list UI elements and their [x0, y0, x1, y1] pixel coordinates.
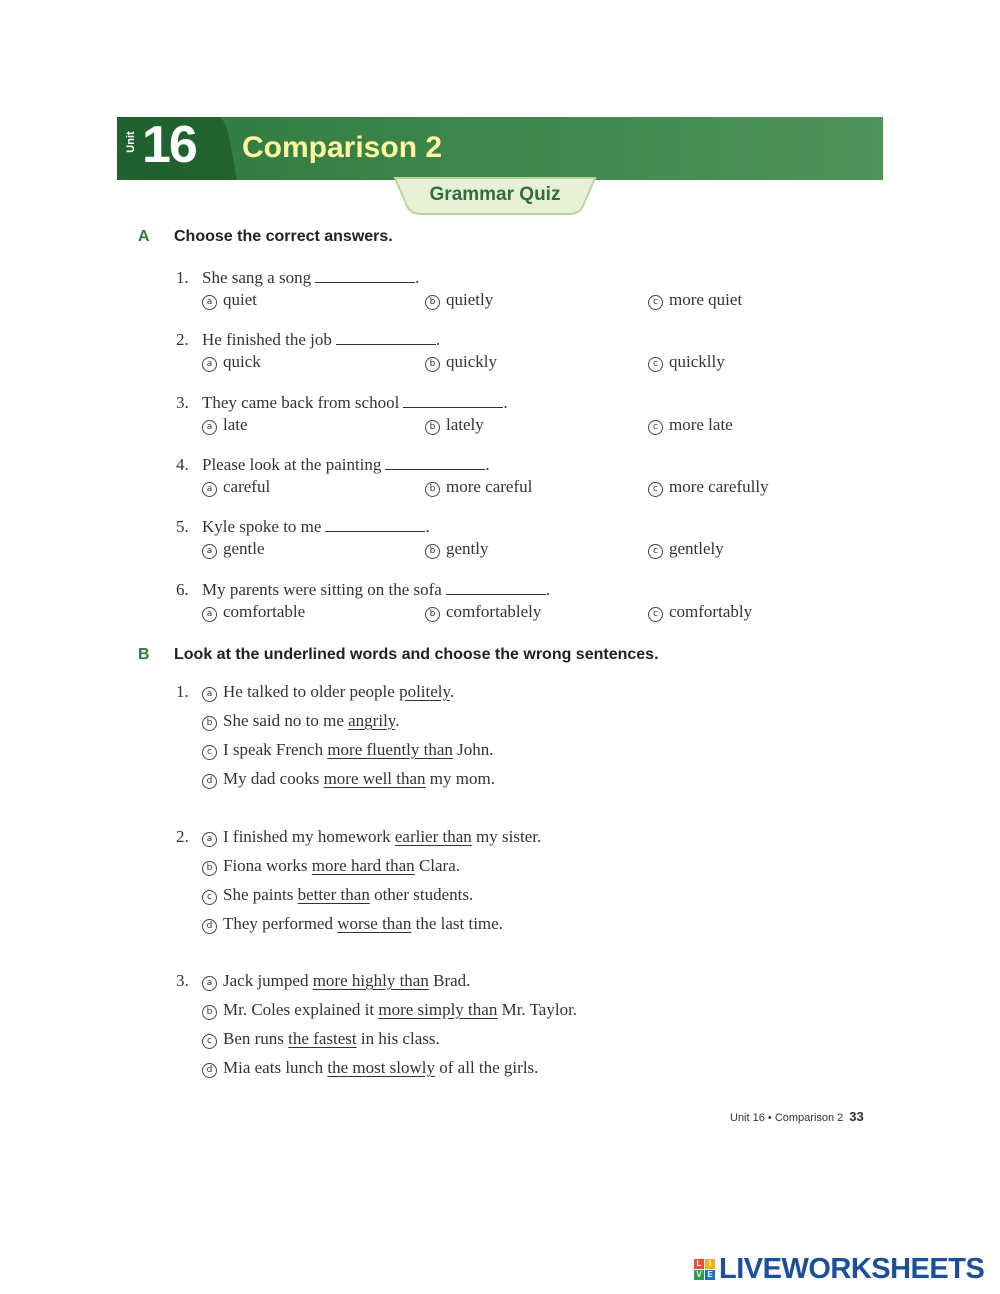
sentence-text: .	[449, 682, 455, 701]
liveworksheets-logo	[694, 1252, 984, 1286]
option-marker-icon: c	[202, 890, 217, 905]
option-text: careful	[223, 477, 271, 496]
option-marker-icon: b	[202, 861, 217, 876]
option-marker-icon: a	[202, 357, 217, 372]
answer-option[interactable]	[425, 602, 541, 622]
question-stem	[176, 514, 430, 537]
answer-blank[interactable]	[336, 327, 436, 345]
sentence-text: Fiona works	[223, 856, 312, 875]
option-marker-icon: a	[202, 687, 217, 702]
question-number: 2.	[176, 330, 189, 349]
question-stem	[176, 577, 550, 600]
question-text: Please look at the painting	[202, 455, 382, 474]
sentence-text: in his class.	[356, 1029, 440, 1048]
sentence-text: other students.	[369, 885, 474, 904]
answer-option[interactable]	[202, 415, 248, 435]
section-instruction: Choose the correct answers.	[174, 228, 393, 245]
logo-tile: E	[705, 1270, 715, 1280]
option-marker-icon: b	[202, 1005, 217, 1020]
question-number: 3.	[176, 971, 189, 990]
option-text: late	[223, 415, 248, 434]
option-text: gently	[446, 539, 489, 558]
option-text: gentle	[223, 539, 265, 558]
underlined-words: more highly than	[312, 971, 429, 990]
section-a-heading	[138, 228, 393, 246]
option-marker-icon: c	[202, 745, 217, 760]
underlined-words: politely	[399, 682, 450, 701]
question-number: 4.	[176, 455, 189, 474]
option-marker-icon: d	[202, 919, 217, 934]
question-text: They came back from school	[202, 393, 400, 412]
answer-option[interactable]	[425, 539, 489, 559]
answer-blank[interactable]	[403, 390, 503, 408]
option-marker-icon: d	[202, 774, 217, 789]
answer-option[interactable]	[648, 602, 752, 622]
sentence-option[interactable]	[202, 856, 460, 876]
sentence-text: Mia eats lunch	[223, 1058, 328, 1077]
sentence-text: of all the girls.	[435, 1058, 539, 1077]
underlined-words: worse than	[337, 914, 412, 933]
answer-option[interactable]	[648, 352, 725, 372]
question-number: 1.	[176, 268, 189, 287]
option-marker-icon: a	[202, 420, 217, 435]
quiz-tab-label: Grammar Quiz	[429, 184, 561, 205]
sentence-text: Mr. Taylor.	[497, 1000, 578, 1019]
sentence-option[interactable]	[202, 769, 495, 789]
sentence-text: I finished my homework	[223, 827, 395, 846]
section-b-heading	[138, 646, 659, 664]
answer-option[interactable]	[648, 415, 733, 435]
option-marker-icon: b	[425, 295, 440, 310]
option-marker-icon: d	[202, 1063, 217, 1078]
option-marker-icon: c	[648, 295, 663, 310]
sentence-text: I speak French	[223, 740, 328, 759]
question-text: He finished the job	[202, 330, 332, 349]
question-stem	[176, 265, 419, 288]
logo-tile: L	[694, 1259, 704, 1269]
option-marker-icon: a	[202, 544, 217, 559]
sentence-text: They performed	[223, 914, 338, 933]
underlined-words: more fluently than	[327, 740, 453, 759]
sentence-option[interactable]	[202, 1058, 538, 1078]
option-text: quietly	[446, 290, 494, 309]
answer-blank[interactable]	[446, 577, 546, 595]
option-text: quicklly	[669, 352, 725, 371]
question-stem	[176, 390, 508, 413]
option-marker-icon: c	[648, 607, 663, 622]
option-text: more carefully	[669, 477, 769, 496]
sentence-text: Clara.	[414, 856, 461, 875]
logo-tile: I	[705, 1259, 715, 1269]
option-text: more late	[669, 415, 733, 434]
question-text: My parents were sitting on the sofa	[202, 580, 442, 599]
question-number: 1.	[176, 682, 189, 701]
sentence-text: Brad.	[428, 971, 471, 990]
option-text: quick	[223, 352, 261, 371]
answer-option[interactable]	[648, 477, 769, 497]
question-number: 3.	[176, 393, 189, 412]
watermark-text: LIVEWORKSHEETS	[719, 1252, 985, 1285]
option-marker-icon: a	[202, 607, 217, 622]
question-number: 5.	[176, 517, 189, 536]
sentence-text: Jack jumped	[223, 971, 313, 990]
answer-option[interactable]	[648, 290, 742, 310]
sentence-option[interactable]	[202, 1000, 577, 1020]
answer-blank[interactable]	[385, 452, 485, 470]
option-marker-icon: a	[202, 976, 217, 991]
question-number: 2.	[176, 827, 189, 846]
question-text: Kyle spoke to me	[202, 517, 322, 536]
logo-tile: V	[694, 1270, 704, 1280]
underlined-words: better than	[297, 885, 370, 904]
sentence-text: She said no to me	[223, 711, 349, 730]
option-text: lately	[446, 415, 484, 434]
answer-option[interactable]	[425, 415, 484, 435]
underlined-words: more simply than	[378, 1000, 498, 1019]
section-letter: B	[138, 646, 150, 663]
answer-blank[interactable]	[315, 265, 415, 283]
answer-option[interactable]	[425, 352, 497, 372]
underlined-words: the fastest	[288, 1029, 357, 1048]
underlined-words: more well than	[323, 769, 426, 788]
option-marker-icon: b	[202, 716, 217, 731]
page-footer	[730, 1109, 864, 1124]
section-letter: A	[138, 228, 150, 245]
option-text: more careful	[446, 477, 533, 496]
answer-blank[interactable]	[325, 514, 425, 532]
sentence-text: My dad cooks	[223, 769, 324, 788]
answer-option[interactable]	[202, 352, 261, 372]
sentence-option[interactable]	[202, 682, 454, 702]
unit-number: 16	[142, 116, 196, 174]
sentence-text: Ben runs	[223, 1029, 289, 1048]
sentence-option[interactable]	[202, 914, 503, 934]
question-text: She sang a song	[202, 268, 312, 287]
answer-option[interactable]	[425, 290, 493, 310]
sentence-text: .	[395, 711, 400, 730]
underlined-words: more hard than	[311, 856, 415, 875]
answer-option[interactable]	[425, 477, 532, 497]
sentence-text: the last time.	[411, 914, 503, 933]
answer-option[interactable]	[202, 290, 257, 310]
liveworksheets-icon	[694, 1259, 715, 1280]
section-instruction: Look at the underlined words and choose the wrong sentences.	[174, 646, 659, 663]
option-marker-icon: b	[425, 544, 440, 559]
answer-option[interactable]	[648, 539, 724, 559]
sentence-text: She paints	[223, 885, 298, 904]
option-marker-icon: c	[648, 420, 663, 435]
option-text: quiet	[223, 290, 257, 309]
sentence-option[interactable]	[202, 711, 399, 731]
question-end: .	[435, 330, 441, 349]
unit-label: Unit	[125, 131, 137, 153]
option-marker-icon: a	[202, 295, 217, 310]
sentence-option[interactable]	[202, 971, 470, 991]
option-marker-icon: b	[425, 607, 440, 622]
option-marker-icon: a	[202, 482, 217, 497]
sentence-option[interactable]	[202, 885, 473, 905]
answer-option[interactable]	[202, 477, 270, 497]
sentence-text: Mr. Coles explained it	[223, 1000, 379, 1019]
answer-option[interactable]	[202, 602, 305, 622]
option-text: gentlely	[669, 539, 724, 558]
underlined-words: the most slowly	[327, 1058, 436, 1077]
option-text: comfortable	[223, 602, 306, 621]
banner-shape	[117, 117, 883, 180]
underlined-words: earlier than	[394, 827, 472, 846]
answer-option[interactable]	[202, 539, 265, 559]
option-text: more quiet	[669, 290, 743, 309]
sentence-option[interactable]	[202, 1029, 440, 1049]
option-marker-icon: c	[648, 357, 663, 372]
option-text: comfortablely	[446, 602, 542, 621]
option-marker-icon: b	[425, 420, 440, 435]
question-end: .	[485, 455, 490, 474]
sentence-option[interactable]	[202, 740, 494, 760]
question-end: .	[503, 393, 508, 412]
option-marker-icon: c	[202, 1034, 217, 1049]
question-number: 6.	[176, 580, 189, 599]
question-end: .	[545, 580, 551, 599]
footer-text: Unit 16 • Comparison 2	[730, 1112, 844, 1124]
option-marker-icon: a	[202, 832, 217, 847]
sentence-text: John.	[452, 740, 494, 759]
option-text: quickly	[446, 352, 497, 371]
question-stem	[176, 452, 490, 475]
option-text: comfortably	[669, 602, 753, 621]
option-marker-icon: b	[425, 482, 440, 497]
underlined-words: angrily	[348, 711, 396, 730]
question-end: .	[415, 268, 420, 287]
option-marker-icon: c	[648, 544, 663, 559]
page-title: Comparison 2	[242, 131, 443, 164]
unit-banner	[117, 117, 883, 180]
question-end: .	[425, 517, 430, 536]
question-stem	[176, 327, 440, 350]
page-number: 33	[849, 1109, 864, 1124]
sentence-text: my sister.	[471, 827, 542, 846]
sentence-option[interactable]	[202, 827, 541, 847]
option-marker-icon: b	[425, 357, 440, 372]
option-marker-icon: c	[648, 482, 663, 497]
sentence-text: my mom.	[425, 769, 495, 788]
sentence-text: He talked to older people	[223, 682, 400, 701]
